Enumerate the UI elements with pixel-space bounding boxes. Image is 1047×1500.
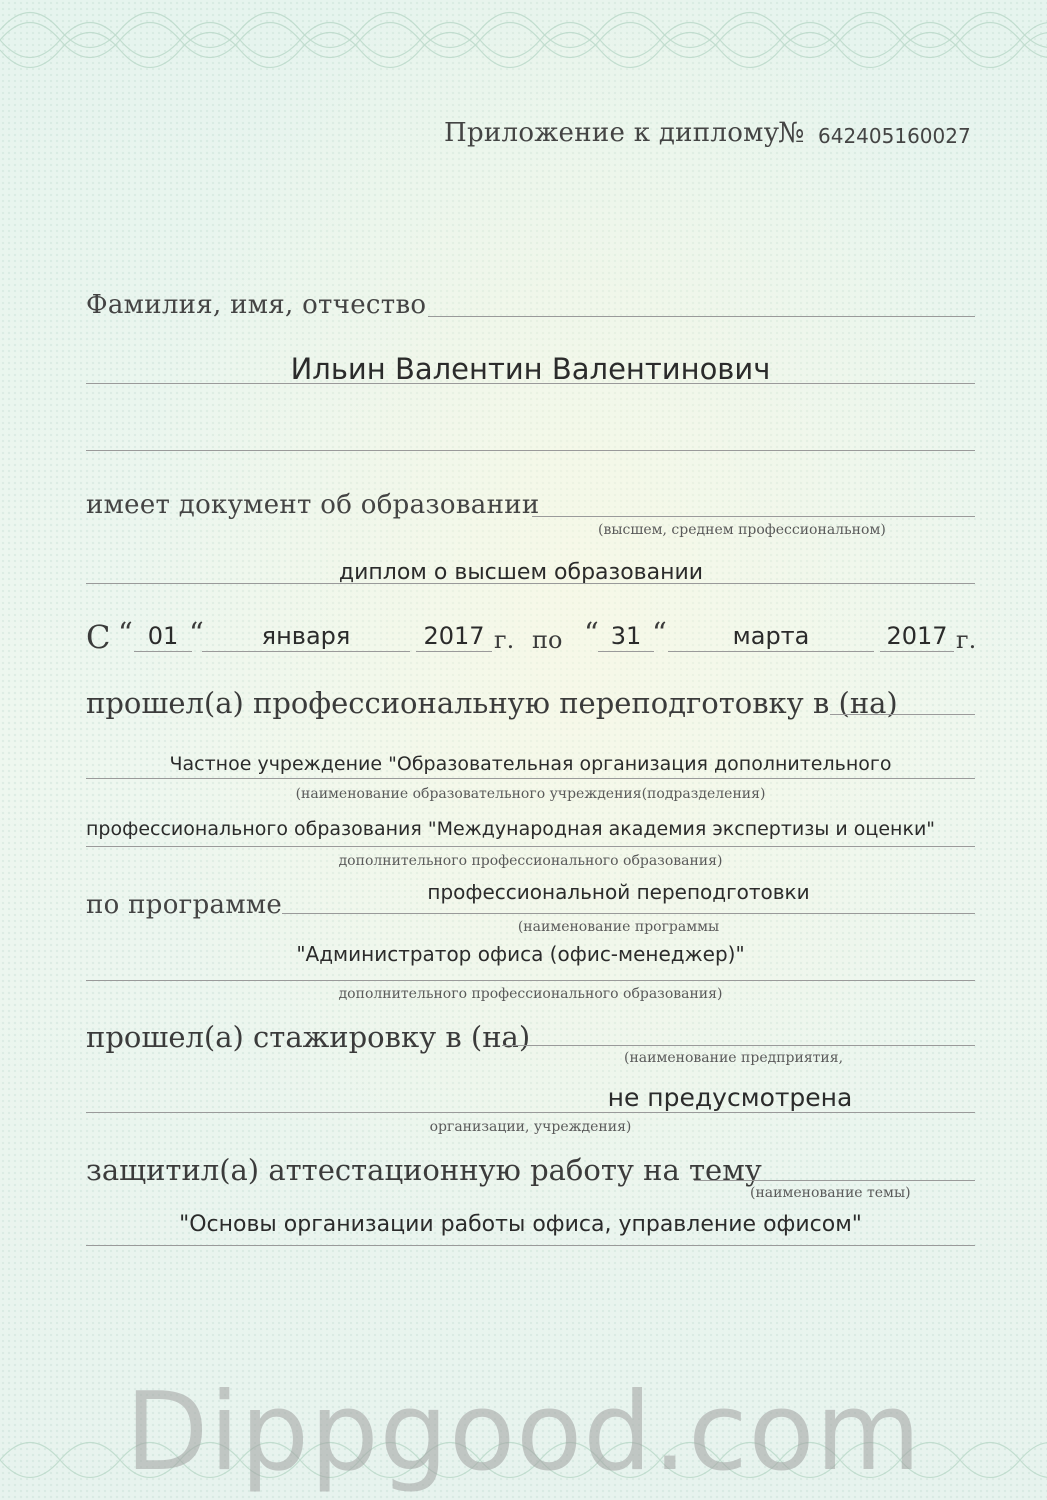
period-from-month-rule: [202, 651, 410, 652]
program-label: по программе: [86, 890, 283, 920]
program-line1: профессиональной переподготовки: [427, 880, 810, 904]
period-to-month-rule: [668, 651, 874, 652]
period-to-close-quote: “: [652, 616, 667, 650]
period-to-month: марта: [732, 622, 810, 650]
thesis-rule-1: [694, 1180, 975, 1181]
period-to-open-quote: “: [584, 616, 599, 650]
retraining-hint2: дополнительного профессионального образования): [338, 853, 723, 869]
internship-hint1: (наименование предприятия,: [624, 1050, 844, 1066]
site-watermark: Dippgood.com: [125, 1370, 922, 1495]
appendix-title: Приложение к диплому: [444, 118, 780, 148]
fio-rule-1: [428, 316, 975, 317]
internship-label: прошел(а) стажировку в (на): [86, 1020, 531, 1054]
education-rule-2: [86, 583, 975, 584]
thesis-value: "Основы организации работы офиса, управление офисом": [179, 1212, 862, 1237]
number-sign: №: [778, 116, 805, 149]
thesis-hint: (наименование темы): [750, 1185, 911, 1201]
period-from-year-rule: [416, 651, 492, 652]
internship-value: не предусмотрена: [607, 1083, 853, 1112]
retraining-rule-1: [830, 714, 975, 715]
period-from-open-quote: “: [118, 616, 133, 650]
retraining-hint1: (наименование образовательного учреждения(подразделения): [295, 786, 766, 802]
period-to-day-rule: [598, 651, 654, 652]
program-line2: "Администратор офиса (офис-менеджер)": [296, 942, 745, 966]
period-from-year: 2017: [423, 622, 485, 650]
period-from-close-quote: “: [189, 616, 204, 650]
program-rule-1: [282, 913, 975, 914]
period-to-year-suffix: г.: [956, 626, 977, 654]
program-hint2: дополнительного профессионального образования): [338, 986, 723, 1002]
period-to-word: по: [532, 626, 563, 654]
retraining-institution-line2: профессионального образования "Международная академия экспертизы и оценки": [86, 818, 936, 840]
top-guilloche-ornament: [0, 0, 1047, 80]
period-from-day-rule: [134, 651, 192, 652]
retraining-rule-3: [86, 846, 975, 847]
internship-hint2: организации, учреждения): [429, 1119, 632, 1135]
fio-value: Ильин Валентин Валентинович: [290, 352, 771, 386]
thesis-label: защитил(а) аттестационную работу на тему: [86, 1153, 762, 1187]
fio-rule-2: [86, 383, 975, 384]
education-rule-1: [532, 516, 975, 517]
period-to-year: 2017: [886, 622, 948, 650]
internship-rule-1: [502, 1045, 975, 1046]
period-from-year-suffix: г.: [494, 626, 515, 654]
retraining-rule-2: [86, 778, 975, 779]
program-hint1: (наименование программы: [517, 919, 720, 935]
education-value: диплом о высшем образовании: [338, 560, 704, 585]
period-from-day: 01: [147, 622, 179, 650]
fio-label: Фамилия, имя, отчество: [86, 290, 427, 320]
period-from-prefix: С: [86, 618, 111, 656]
period-to-day: 31: [610, 622, 642, 650]
program-rule-2: [86, 980, 975, 981]
period-from-month: января: [261, 622, 351, 650]
period-to-year-rule: [880, 651, 954, 652]
education-label: имеет документ об образовании: [86, 490, 540, 520]
fio-rule-3: [86, 450, 975, 451]
thesis-rule-2: [86, 1245, 975, 1246]
diploma-number: 642405160027: [818, 124, 971, 148]
retraining-label: прошел(а) профессиональную переподготовку в (на): [86, 686, 898, 720]
retraining-institution-line1: Частное учреждение "Образовательная организация дополнительного: [169, 753, 892, 775]
internship-rule-2: [86, 1112, 975, 1113]
education-hint: (высшем, среднем профессиональном): [598, 522, 886, 538]
